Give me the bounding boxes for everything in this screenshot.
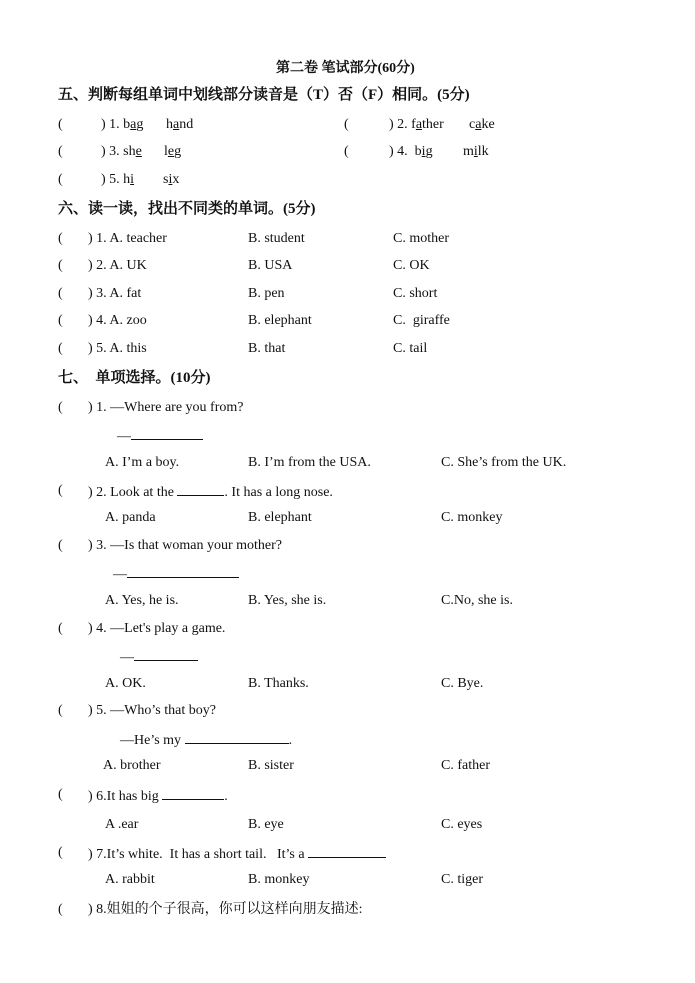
sec7-q4-a: A. OK. xyxy=(105,676,146,691)
answer-blank[interactable] xyxy=(131,426,203,440)
sec7-q1-answer[interactable]: — xyxy=(117,426,203,446)
sec7-q5: ) 5. —Who’s that boy? xyxy=(88,703,216,718)
sec5-q2-word2: cake xyxy=(469,117,495,132)
answer-paren[interactable]: ( xyxy=(58,621,63,636)
answer-blank[interactable] xyxy=(134,647,198,661)
answer-paren[interactable]: ( xyxy=(58,703,63,718)
sec7-q3-answer[interactable]: — xyxy=(113,564,239,584)
answer-paren[interactable]: ( xyxy=(58,258,63,273)
answer-paren[interactable]: ( xyxy=(58,117,63,132)
sec6-q3-b: B. pen xyxy=(248,286,285,301)
page-title: 第二卷 笔试部分(60分) xyxy=(276,61,415,76)
sec6-q4-b: B. elephant xyxy=(248,313,312,328)
sec5-q2: ) 2. father xyxy=(389,117,444,132)
sec7-q4-answer[interactable]: — xyxy=(120,647,198,667)
sec7-q5-c: C. father xyxy=(441,758,490,773)
sec6-q1-b: B. student xyxy=(248,231,305,246)
sec6-q2-a: ) 2. A. UK xyxy=(88,258,147,273)
answer-paren[interactable]: ( xyxy=(58,341,63,356)
sec7-q1-c: C. She’s from the UK. xyxy=(441,455,567,470)
sec7-q5-answer: —He’s my . xyxy=(120,730,292,750)
sec6-q5-a: ) 5. A. this xyxy=(88,341,147,356)
answer-blank[interactable] xyxy=(185,730,289,744)
section-5-heading: 五、判断每组单词中划线部分读音是（T）否（F）相同。(5分) xyxy=(58,87,470,103)
sec7-q6-c: C. eyes xyxy=(441,817,483,832)
answer-paren[interactable]: ( xyxy=(344,144,349,159)
sec7-q1: ) 1. —Where are you from? xyxy=(88,400,244,415)
answer-paren[interactable]: ( xyxy=(58,313,63,328)
sec5-q3: ) 3. she xyxy=(101,144,142,159)
sec7-q6: ) 6.It has big . xyxy=(88,786,228,806)
sec6-q1-c: C. mother xyxy=(393,231,449,246)
answer-paren[interactable]: ( xyxy=(58,902,63,917)
sec7-q1-b: B. I’m from the USA. xyxy=(248,455,371,470)
sec7-q5-a: A. brother xyxy=(103,758,161,773)
sec7-q1-a: A. I’m a boy. xyxy=(105,455,180,470)
answer-paren[interactable]: ( xyxy=(344,117,349,132)
sec6-q2-c: C. OK xyxy=(393,258,430,273)
sec5-q3-word2: leg xyxy=(164,144,182,159)
answer-blank[interactable] xyxy=(127,564,239,578)
sec7-q3-c: C.No, she is. xyxy=(441,593,513,608)
answer-blank[interactable] xyxy=(162,786,224,800)
section-6-heading: 六、读一读，找出不同类的单词。(5分) xyxy=(58,201,316,217)
sec6-q5-b: B. that xyxy=(248,341,286,356)
sec7-q3-b: B. Yes, she is. xyxy=(248,593,327,608)
answer-blank[interactable] xyxy=(308,844,386,858)
sec7-q2-b: B. elephant xyxy=(248,510,312,525)
sec6-q1-a: ) 1. A. teacher xyxy=(88,231,167,246)
sec5-q5-word2: six xyxy=(163,172,180,187)
sec6-q5-c: C. tail xyxy=(393,341,428,356)
sec6-q2-b: B. USA xyxy=(248,258,293,273)
answer-paren[interactable]: ( xyxy=(58,172,63,187)
sec7-q3-a: A. Yes, he is. xyxy=(105,593,179,608)
sec7-q2: ) 2. Look at the . It has a long nose. xyxy=(88,482,333,502)
sec7-q3: ) 3. —Is that woman your mother? xyxy=(88,538,283,553)
answer-paren[interactable]: ( xyxy=(58,144,63,159)
answer-paren[interactable]: ( xyxy=(58,400,63,415)
sec5-q4-word2: milk xyxy=(463,144,489,159)
sec7-q4-c: C. Bye. xyxy=(441,676,484,691)
sec5-q5: ) 5. hi xyxy=(101,172,135,187)
answer-paren[interactable]: ( xyxy=(58,286,63,301)
sec6-q3-c: C. short xyxy=(393,286,438,301)
sec7-q2-a: A. panda xyxy=(105,510,156,525)
sec5-q1: ) 1. bag xyxy=(101,117,144,132)
sec7-q7-c: C. tiger xyxy=(441,872,483,887)
sec6-q3-a: ) 3. A. fat xyxy=(88,286,142,301)
sec7-q6-b: B. eye xyxy=(248,817,284,832)
sec6-q4-c: C. giraffe xyxy=(393,313,450,328)
sec7-q5-b: B. sister xyxy=(248,758,294,773)
sec7-q7-b: B. monkey xyxy=(248,872,310,887)
answer-blank[interactable] xyxy=(177,482,224,496)
answer-paren[interactable]: ( xyxy=(58,538,63,553)
sec5-q1-word2: hand xyxy=(166,117,194,132)
answer-paren[interactable]: ( xyxy=(58,845,63,860)
sec5-q4: ) 4. big xyxy=(389,144,433,159)
sec7-q2-c: C. monkey xyxy=(441,510,503,525)
sec6-q4-a: ) 4. A. zoo xyxy=(88,313,147,328)
sec7-q7-a: A. rabbit xyxy=(105,872,155,887)
answer-paren[interactable]: ( xyxy=(58,787,63,802)
sec7-q7: ) 7.It’s white. It has a short tail. It’s a xyxy=(88,844,386,864)
sec7-q4-b: B. Thanks. xyxy=(248,676,309,691)
sec7-q8: ) 8.姐姐的个子很高，你可以这样向朋友描述: xyxy=(88,902,363,917)
sec7-q4: ) 4. —Let's play a game. xyxy=(88,621,226,636)
answer-paren[interactable]: ( xyxy=(58,483,63,498)
sec7-q6-a: A .ear xyxy=(105,817,139,832)
answer-paren[interactable]: ( xyxy=(58,231,63,246)
section-7-heading: 七、 单项选择。(10分) xyxy=(58,370,211,386)
